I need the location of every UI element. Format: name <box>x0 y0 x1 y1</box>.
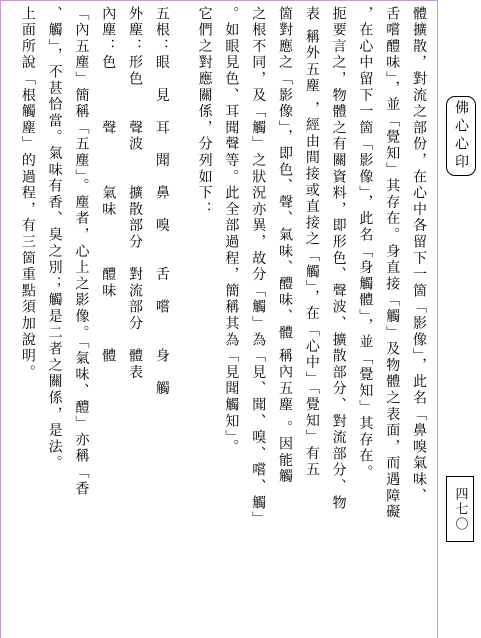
text-column: 它們之對應關係，分列如下： <box>196 6 213 218</box>
text-column: 之根不同，及「觸」之狀況亦異，故分「觸」為「見、聞、嗅、嚐、觸」 <box>250 6 267 528</box>
text-column: 扼要言之，物體之有關資料，即形色、聲波、擴散部分、對流部分、物 <box>330 6 347 512</box>
text-column: 表 稱外五塵 ，經由間接或直接之「觸」，在「心中」「覺知」有五 <box>303 6 320 479</box>
page-frame-right <box>437 0 438 638</box>
text-column: 「內五塵」簡稱「五塵」。塵者，心上之影像。「氣味、醴」亦稱「香 <box>73 6 90 498</box>
book-title-label: 佛心心印 <box>446 96 476 176</box>
text-column: 箇對應之「影像」，即色、聲、氣味、醴味、體 稱內五塵 。因能觸 <box>277 6 294 486</box>
text-column: 、觸」，不甚恰當。氣味有香、臭之別；觸是二者之關係，是法。 <box>46 6 63 472</box>
page-number-label: 四七〇 <box>446 476 474 542</box>
text-column: 。如眼見色、耳聞聲等。此全部過程，簡稱其為「見聞觸知」。 <box>223 6 240 456</box>
vertical-text-body <box>6 6 432 632</box>
text-column: 外塵：形色 聲波 擴散部分 對流部分 體表 <box>127 6 144 381</box>
text-column: 舌嚐醴味」，並「覺知」其存在。身直接「觸」及物體之表面，而遇障礙 <box>384 6 401 521</box>
page-frame-left <box>0 0 1 638</box>
text-column: 內塵：色 聲 氣味 醴味 體 <box>100 6 117 365</box>
page-frame-top <box>0 0 437 5</box>
text-column: 五根：眼 見 耳 聞 鼻 嗅 舌 嚐 身 觸 <box>153 6 170 398</box>
text-column: ，在心中留下一箇「影像」，此名「身觸體」，並「覺知」其存在。 <box>357 6 374 481</box>
text-column: 體擴散，對流之部份，在心中各留下一箇「影像」，此名「鼻嗅氣味、 <box>411 6 427 505</box>
text-column: 上面所說「根觸塵」的過程，有三箇重點須加說明。 <box>19 6 36 381</box>
